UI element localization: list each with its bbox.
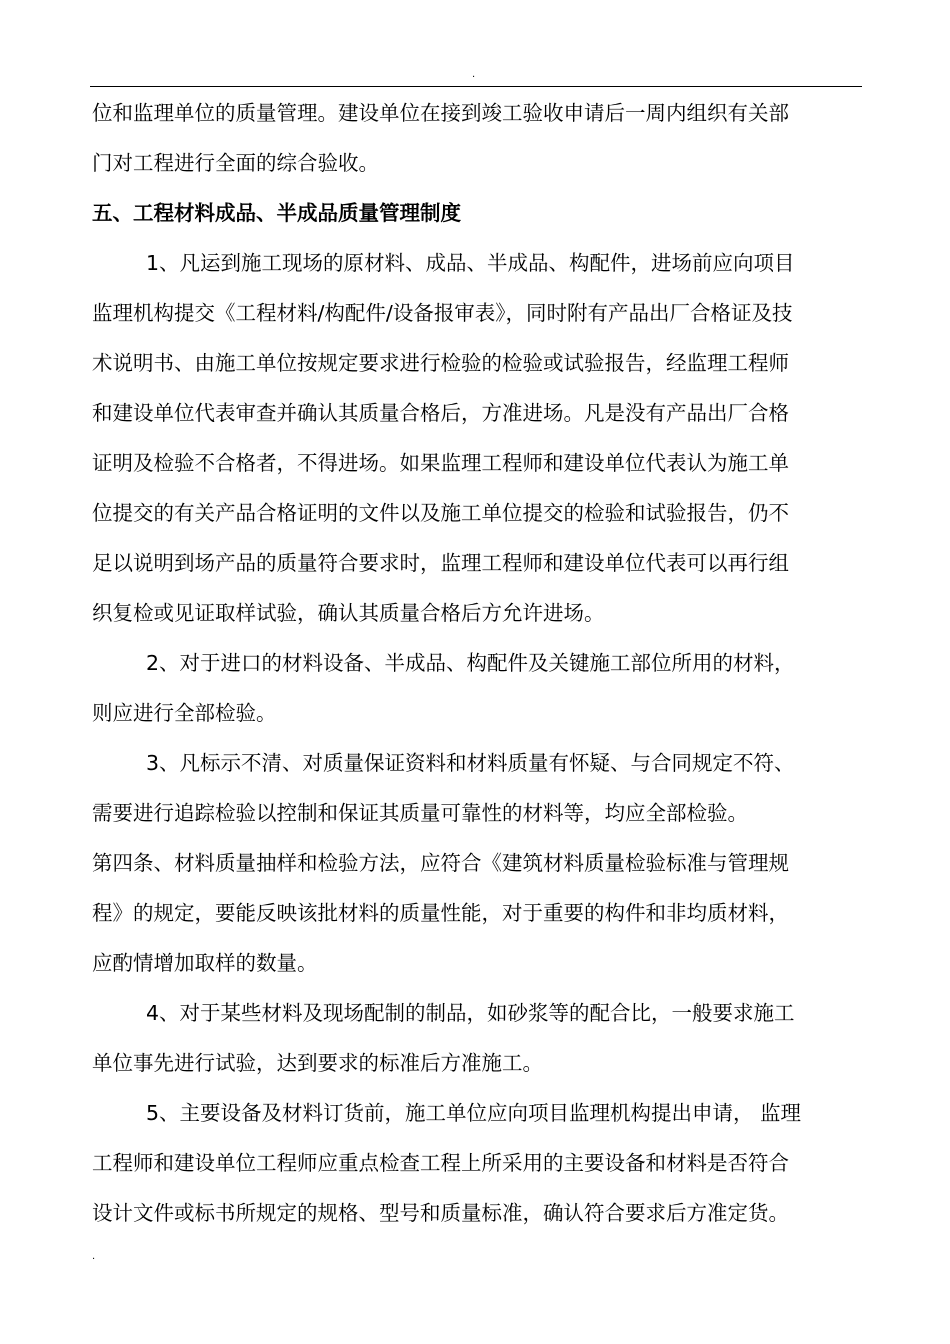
- list-item-line: 3、凡标示不清、对质量保证资料和材料质量有怀疑、与合同规定不符、: [146, 751, 795, 775]
- section-heading: 五、工程材料成品、半成品质量管理制度: [92, 201, 461, 225]
- list-item-line: 5、主要设备及材料订货前，施工单位应向项目监理机构提出申请， 监理: [146, 1101, 802, 1125]
- header-rule: [90, 86, 862, 87]
- paragraph-line: 织复检或见证取样试验，确认其质量合格后方允许进场。: [92, 601, 605, 625]
- paragraph-line: 门对工程进行全面的综合验收。: [92, 151, 379, 175]
- paragraph-line: 位和监理单位的质量管理。建设单位在接到竣工验收申请后一周内组织有关部: [92, 101, 789, 125]
- paragraph-line: 证明及检验不合格者，不得进场。如果监理工程师和建设单位代表认为施工单: [92, 451, 789, 475]
- paragraph-line: 工程师和建设单位工程师应重点检查工程上所采用的主要设备和材料是否符合: [92, 1151, 789, 1175]
- header-mark: .: [472, 69, 476, 80]
- paragraph-line: 足以说明到场产品的质量符合要求时，监理工程师和建设单位代表可以再行组: [92, 551, 789, 575]
- paragraph-line: 术说明书、由施工单位按规定要求进行检验的检验或试验报告，经监理工程师: [92, 351, 789, 375]
- paragraph-line: 监理机构提交《工程材料/构配件/设备报审表》，同时附有产品出厂合格证及技: [92, 301, 793, 325]
- paragraph-line: 应酌情增加取样的数量。: [92, 951, 318, 975]
- paragraph-line: 单位事先进行试验，达到要求的标准后方准施工。: [92, 1051, 543, 1075]
- paragraph-line: 和建设单位代表审查并确认其质量合格后，方准进场。凡是没有产品出厂合格: [92, 401, 789, 425]
- list-item-line: 1、凡运到施工现场的原材料、成品、半成品、构配件，进场前应向项目: [146, 251, 795, 275]
- list-item-line: 2、对于进口的材料设备、半成品、构配件及关键施工部位所用的材料，: [146, 651, 795, 675]
- paragraph-line: 第四条、材料质量抽样和检验方法，应符合《建筑材料质量检验标准与管理规: [92, 851, 789, 875]
- paragraph-line: 程》的规定，要能反映该批材料的质量性能，对于重要的构件和非均质材料，: [92, 901, 789, 925]
- paragraph-line: 则应进行全部检验。: [92, 701, 277, 725]
- list-item-line: 4、对于某些材料及现场配制的制品，如砂浆等的配合比，一般要求施工: [146, 1001, 795, 1025]
- paragraph-line: 需要进行追踪检验以控制和保证其质量可靠性的材料等，均应全部检验。: [92, 801, 748, 825]
- footer-mark: .: [92, 1251, 96, 1262]
- paragraph-line: 位提交的有关产品合格证明的文件以及施工单位提交的检验和试验报告，仍不: [92, 501, 789, 525]
- document-body: [92, 88, 862, 1238]
- paragraph-line: 设计文件或标书所规定的规格、型号和质量标准，确认符合要求后方准定货。: [92, 1201, 789, 1225]
